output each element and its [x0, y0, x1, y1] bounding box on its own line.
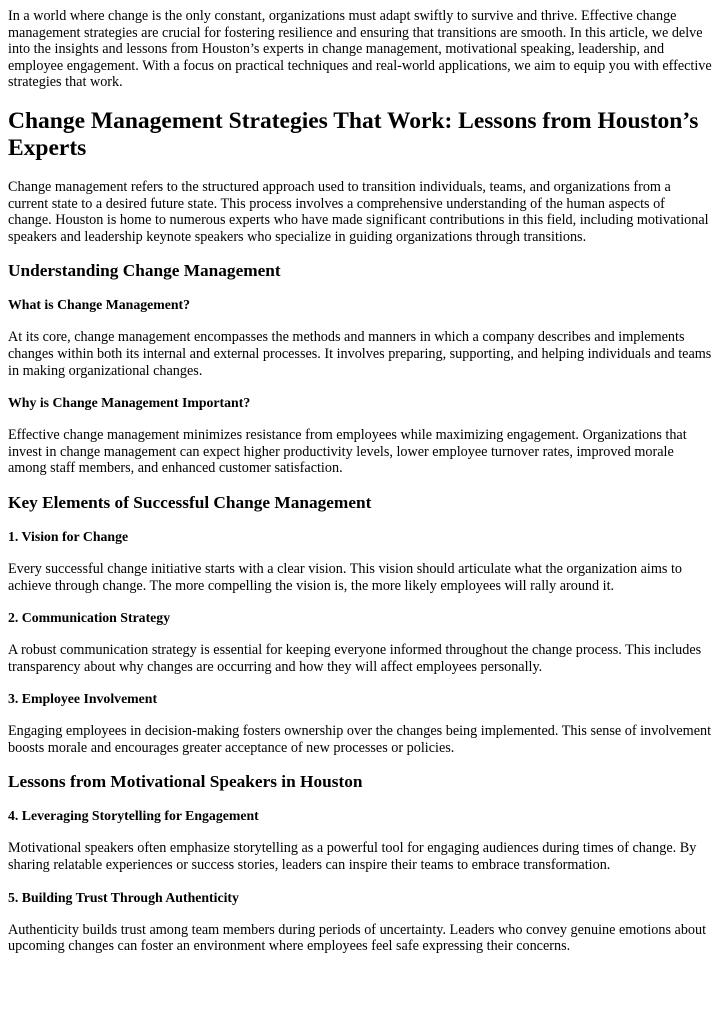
subsection-heading-vision: 1. Vision for Change: [8, 528, 129, 544]
subsection-text-involvement: Engaging employees in decision-making fosters ownership over the changes being implemented. This sense of involvement boosts morale and encourages greater acceptance of new processes or policies.: [8, 723, 712, 756]
subsection-text-communication: A robust communication strategy is essential for keeping everyone informed throughout the change process. This includes transparency about why changes are occurring and how they will affect employees personally.: [8, 642, 702, 675]
subsection-text-storytelling: Motivational speakers often emphasize storytelling as a powerful tool for engaging audiences during times of change. By sharing relatable experiences or success stories, leaders can inspire their teams to embrace transformation.: [8, 840, 697, 874]
section-heading-understanding: Understanding Change Management: [8, 261, 281, 281]
section-heading-key-elements: Key Elements of Successful Change Management: [8, 492, 372, 512]
article: [0, 8, 720, 955]
section-heading-motivational: Lessons from Motivational Speakers in Houston: [8, 772, 363, 792]
subsection-heading-what-is: What is Change Management?: [8, 297, 191, 313]
page-title: Change Management Strategies That Work: Lessons from Houston’s Experts: [8, 107, 699, 161]
subsection-text-vision: Every successful change initiative starts with a clear vision. This vision should articulate what the organization aims to achieve through change. The more compelling the vision is, the more likely employees will rally around it.: [8, 560, 683, 594]
subsection-heading-why-important: Why is Change Management Important?: [8, 395, 251, 411]
subsection-heading-authenticity: 5. Building Trust Through Authenticity: [8, 889, 239, 905]
subsection-text-why-important: Effective change management minimizes resistance from employees while maximizing engagement. Organizations that invest in change management can expect higher productivity levels, lower employee turnover rates, improved morale among staff members, and enhanced customer satisfaction.: [8, 427, 687, 477]
subsection-text-what-is: At its core, change management encompasses the methods and manners in which a company describes and implements changes within both its internal and external processes. It involves preparing, supporting, and helping individuals and teams in making organizational changes.: [8, 329, 712, 379]
subsection-heading-communication: 2. Communication Strategy: [8, 610, 171, 626]
subsection-text-authenticity: Authenticity builds trust among team members during periods of uncertainty. Leaders who convey genuine emotions about upcoming changes can foster an environment where employees feel safe expressing their concerns.: [8, 921, 707, 955]
intro-paragraph: In a world where change is the only constant, organizations must adapt swiftly to survive and thrive. Effective change management strategies are crucial for fostering resilience and ensuring that transitions are smooth. In this article, we delve into the insights and lessons from Houston’s experts in change management, motivational speaking, leadership, and employee engagement. With a focus on practical techniques and real-world applications, we aim to equip you with effective strategies that work.: [8, 8, 712, 91]
subsection-heading-storytelling: 4. Leveraging Storytelling for Engagement: [8, 808, 259, 824]
subsection-heading-involvement: 3. Employee Involvement: [8, 691, 158, 707]
title-paragraph: Change management refers to the structured approach used to transition individuals, teams, and organizations from a current state to a desired future state. This process involves a comprehensive understanding of the human aspects of change. Houston is home to numerous experts who have made significant contributions in this field, including motivational speakers and leadership keynote speakers who specialize in guiding organizations through transitions.: [8, 178, 709, 245]
